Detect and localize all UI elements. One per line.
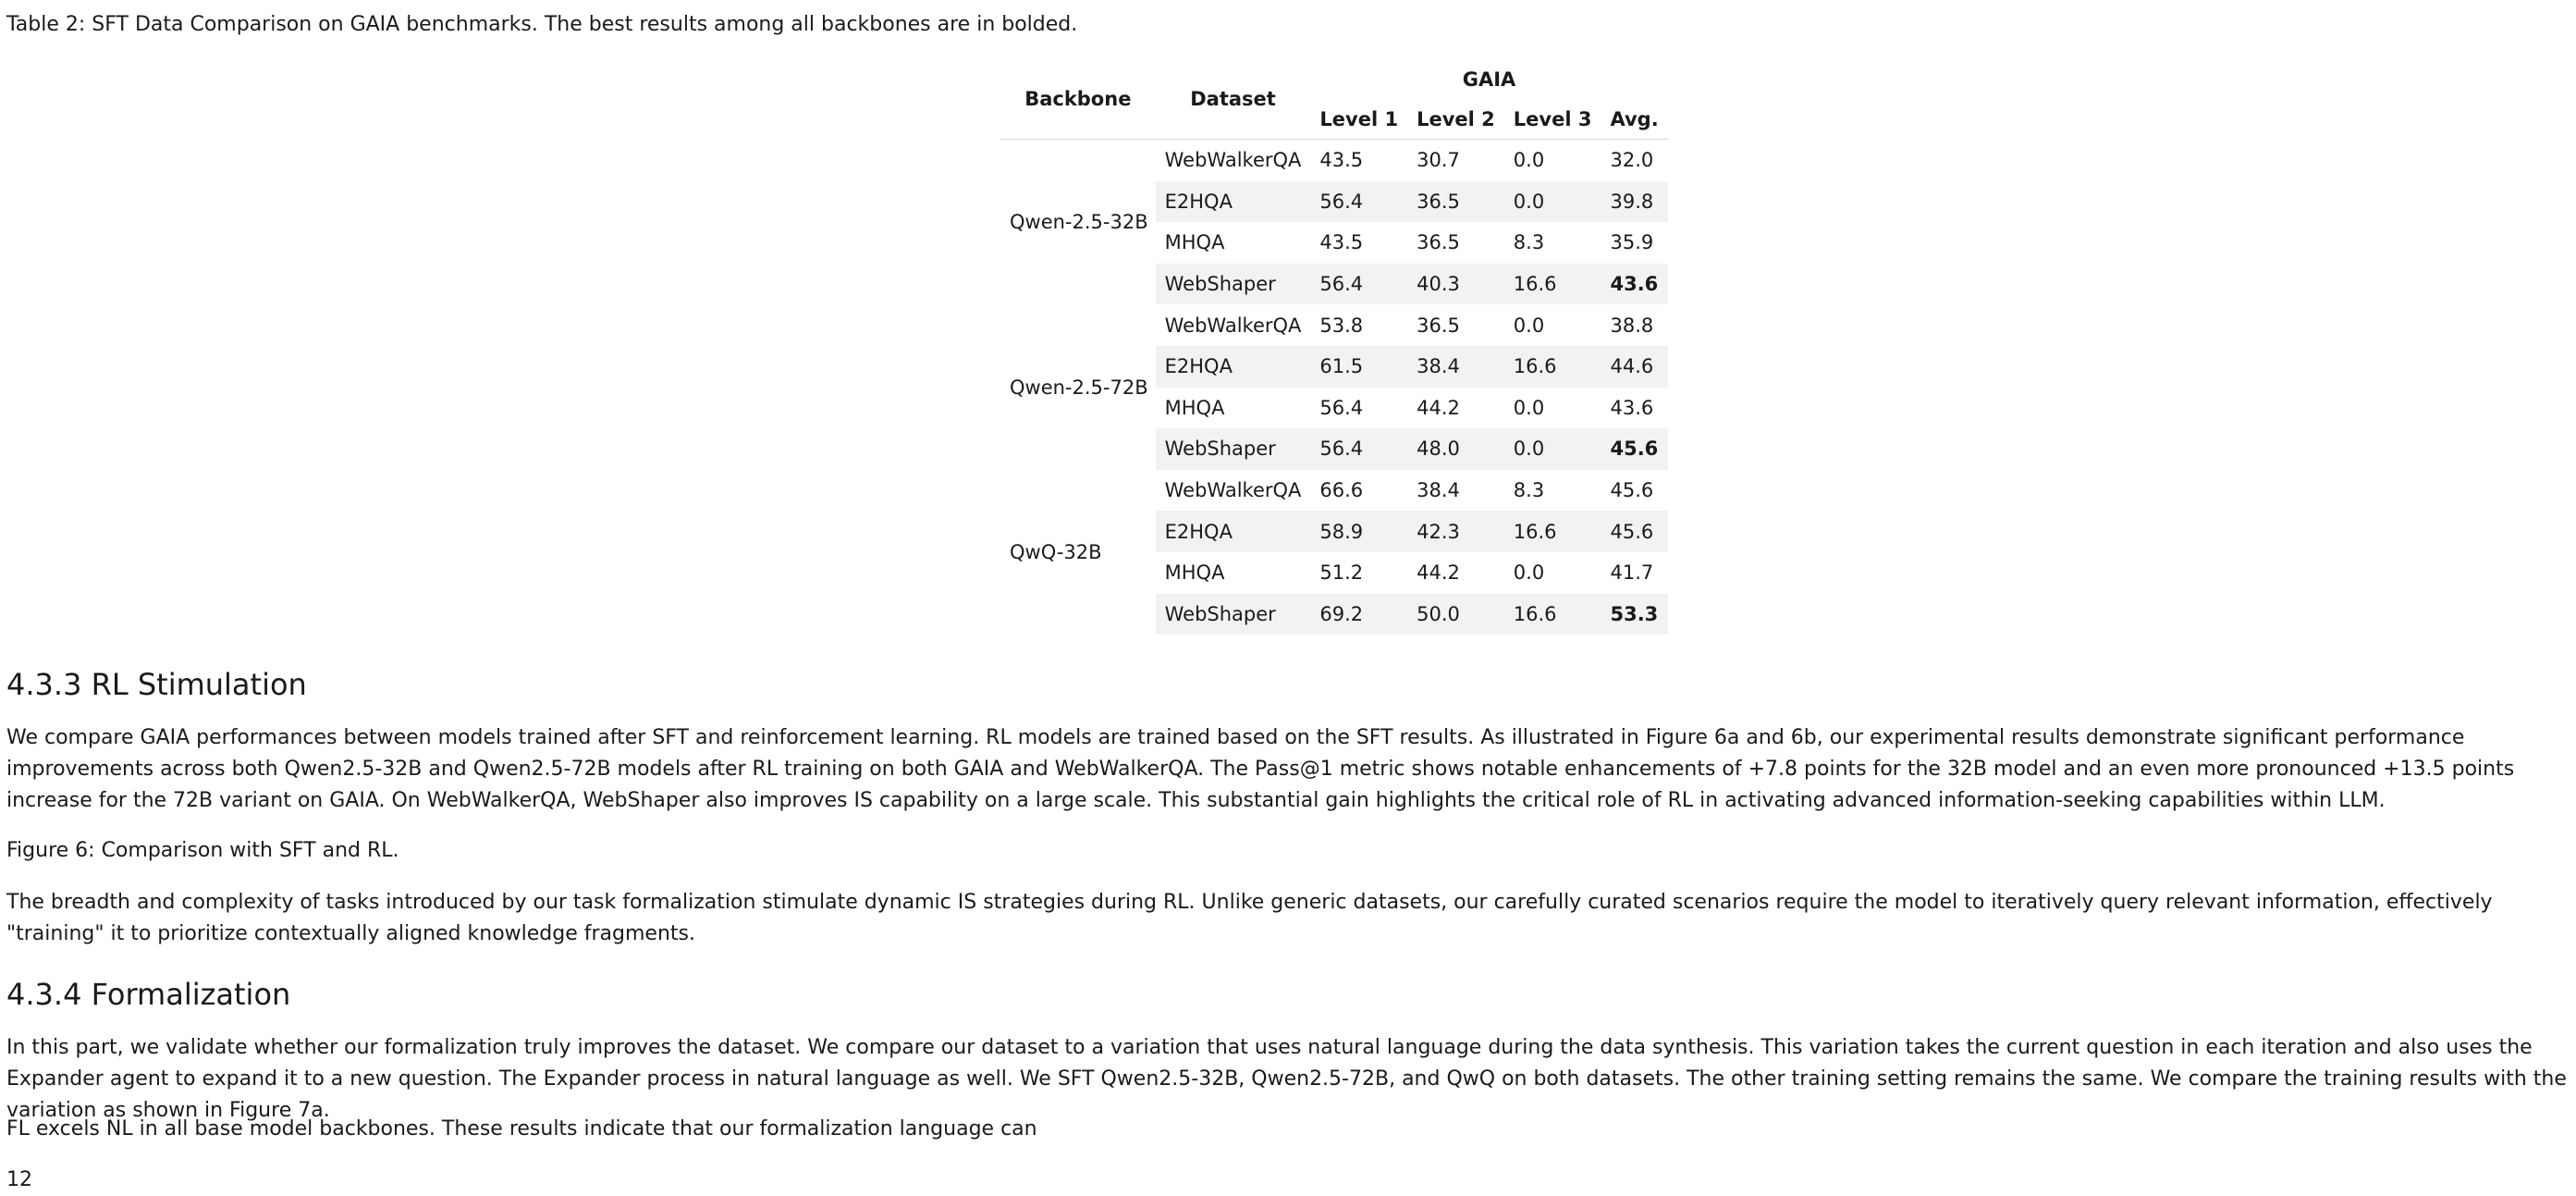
dataset-cell: WebShaper [1156, 428, 1311, 470]
header-backbone: Backbone [1000, 59, 1156, 140]
paragraph-formalization-2: FL excels NL in all base model backbones. These results indicate that our formalization language can [6, 1117, 1037, 1141]
level-2-cell: 36.5 [1407, 181, 1504, 223]
table-body [1000, 140, 1668, 635]
level-2-cell: 44.2 [1417, 561, 1460, 585]
level-3-cell: 16.6 [1504, 594, 1601, 635]
avg-cell: 41.7 [1610, 561, 1654, 585]
level-2-cell: 50.0 [1407, 594, 1504, 635]
header-gaia: GAIA [1462, 68, 1516, 91]
header-level-2: Level 2 [1407, 100, 1504, 140]
level-1-cell: 51.2 [1319, 561, 1364, 585]
paragraph-formalization-1: In this part, we validate whether our formalization truly improves the dataset. We compare our dataset to a variation that uses natural language during the data synthesis. This variation takes the current question in each iteration and also uses the Expander agent to expand it to a new question. The Expander process in natural language as well. We SFT Qwen2.5-32B, Qwen2.5-72B, and QwQ on both datasets. The other training setting remains the same. We compare the training results with the variation as shown in Figure 7a. [6, 1036, 2567, 1122]
avg-cell: 43.6 [1601, 264, 1667, 305]
dataset-cell: E2HQA [1156, 181, 1311, 223]
avg-cell: 45.6 [1601, 428, 1667, 470]
dataset-cell: WebShaper [1156, 594, 1311, 635]
avg-cell: 45.6 [1601, 511, 1667, 552]
table-row [1000, 304, 1668, 346]
dataset-cell: WebWalkerQA [1164, 479, 1302, 502]
level-2-cell: 38.4 [1407, 346, 1504, 388]
avg-cell: 45.6 [1610, 479, 1654, 502]
avg-cell: 43.6 [1610, 396, 1654, 419]
figure-6-caption: Figure 6: Comparison with SFT and RL. [6, 839, 399, 862]
backbone-cell: Qwen-2.5-32B [1010, 211, 1148, 234]
level-1-cell: 56.4 [1310, 181, 1407, 223]
section-heading-rl-stimulation: 4.3.3 RL Stimulation [6, 667, 307, 702]
paragraph-rl-1: We compare GAIA performances between models trained after SFT and reinforcement learning. RL models are trained based on the SFT results. As illustrated in Figure 6a and 6b, our experimental results demonstrate significant performance improvements across both Qwen2.5-32B and Qwen2.5-72B models after RL training on both GAIA and WebWalkerQA. The Pass@1 metric shows notable enhancements of +7.8 points for the 32B model and an even more pronounced +13.5 points increase for the 72B variant on GAIA. On WebWalkerQA, WebShaper also improves IS capability on a large scale. This substantial gain highlights the critical role of RL in activating advanced information-seeking capabilities within LLM. [6, 726, 2515, 812]
level-2-cell: 30.7 [1417, 149, 1460, 172]
level-3-cell: 8.3 [1513, 479, 1545, 502]
level-2-cell: 40.3 [1407, 264, 1504, 305]
level-3-cell: 0.0 [1504, 428, 1601, 470]
backbone-cell: Qwen-2.5-72B [1010, 376, 1148, 399]
header-dataset: Dataset [1156, 59, 1311, 140]
level-3-cell: 16.6 [1504, 511, 1601, 552]
level-3-cell: 0.0 [1513, 149, 1545, 172]
level-1-cell: 56.4 [1310, 428, 1407, 470]
dataset-cell: WebShaper [1156, 264, 1311, 305]
level-2-cell: 42.3 [1407, 511, 1504, 552]
dataset-cell: E2HQA [1156, 346, 1311, 388]
avg-cell: 35.9 [1610, 231, 1654, 254]
avg-cell: 32.0 [1610, 149, 1654, 172]
level-2-cell: 38.4 [1417, 479, 1460, 502]
level-1-cell: 56.4 [1319, 396, 1364, 419]
level-2-cell: 36.5 [1417, 231, 1460, 254]
level-1-cell: 58.9 [1310, 511, 1407, 552]
level-1-cell: 43.5 [1319, 231, 1364, 254]
dataset-cell: MHQA [1164, 396, 1225, 419]
gaia-results-table [1000, 59, 1668, 635]
level-1-cell: 56.4 [1310, 264, 1407, 305]
level-1-cell: 66.6 [1319, 479, 1364, 502]
paragraph-rl-2: The breadth and complexity of tasks introduced by our task formalization stimulate dynamic IS strategies during RL. Unlike generic datasets, our carefully curated scenarios require the model to iteratively query relevant information, effectively "training" it to prioritize contextually aligned knowledge fragments. [6, 891, 2493, 945]
table-caption: Table 2: SFT Data Comparison on GAIA benchmarks. The best results among all backbones are in bolded. [6, 13, 1078, 36]
dataset-cell: E2HQA [1156, 511, 1311, 552]
level-1-cell: 53.8 [1319, 314, 1364, 337]
avg-cell: 44.6 [1601, 346, 1667, 388]
level-2-cell: 48.0 [1407, 428, 1504, 470]
level-2-cell: 36.5 [1417, 314, 1460, 337]
section-heading-formalization: 4.3.4 Formalization [6, 977, 291, 1012]
dataset-cell: WebWalkerQA [1164, 149, 1302, 172]
table-row [1000, 470, 1668, 512]
level-3-cell: 0.0 [1504, 181, 1601, 223]
level-3-cell: 16.6 [1504, 346, 1601, 388]
level-3-cell: 16.6 [1504, 264, 1601, 305]
avg-cell: 39.8 [1601, 181, 1667, 223]
page-number: 12 [6, 1168, 32, 1191]
dataset-cell: WebWalkerQA [1164, 314, 1302, 337]
level-1-cell: 43.5 [1319, 149, 1364, 172]
header-avg: Avg. [1601, 100, 1667, 140]
level-1-cell: 61.5 [1310, 346, 1407, 388]
level-3-cell: 0.0 [1513, 561, 1545, 585]
avg-cell: 38.8 [1610, 314, 1654, 337]
dataset-cell: MHQA [1164, 561, 1225, 585]
level-2-cell: 44.2 [1417, 396, 1460, 419]
avg-cell: 53.3 [1601, 594, 1667, 635]
level-3-cell: 8.3 [1513, 231, 1545, 254]
header-level-1: Level 1 [1310, 100, 1407, 140]
dataset-cell: MHQA [1164, 231, 1225, 254]
backbone-cell: QwQ-32B [1010, 540, 1102, 563]
header-level-3: Level 3 [1504, 100, 1601, 140]
level-3-cell: 0.0 [1513, 396, 1545, 419]
level-1-cell: 69.2 [1310, 594, 1407, 635]
level-3-cell: 0.0 [1513, 314, 1545, 337]
table-row [1000, 140, 1668, 181]
